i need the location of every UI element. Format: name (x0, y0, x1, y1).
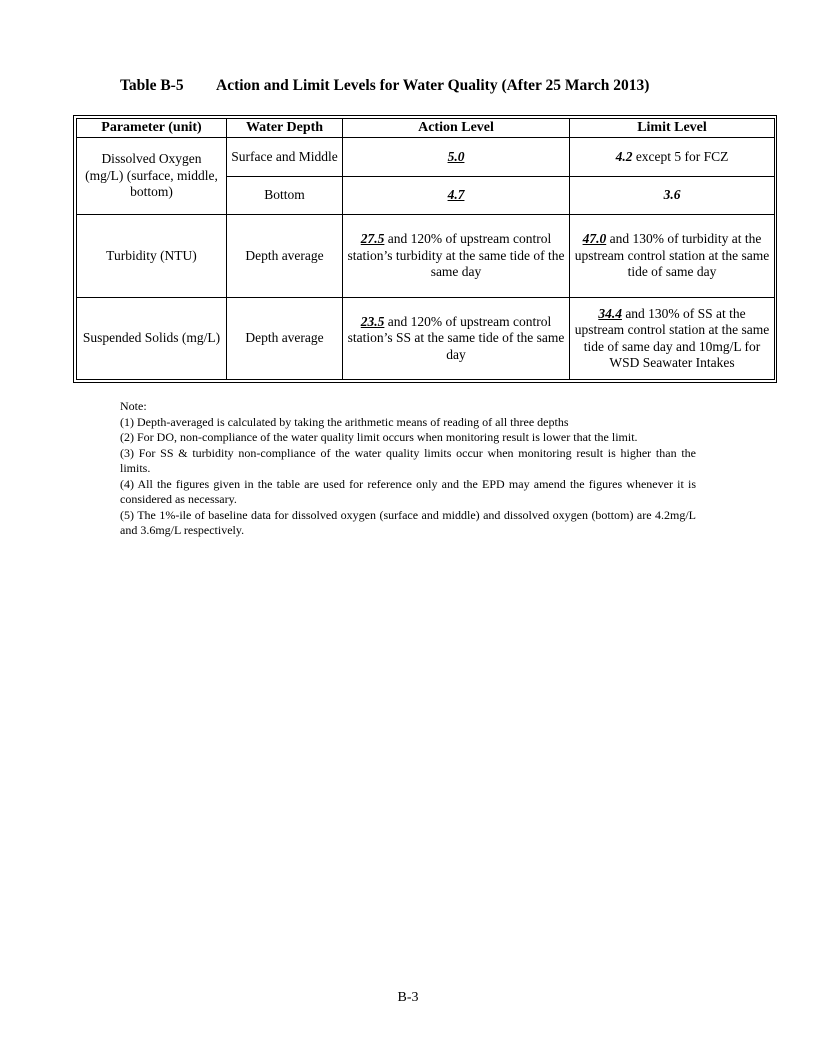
ss-limit-text: and 130% of SS at the upstream control station at the same tide of same day and 10mg/L for WSD Seawater Intakes (574, 305, 770, 370)
table-row-suspended-solids (77, 298, 775, 380)
ss-action-text: and 120% of upstream control station’s SS at the same tide of the same day (347, 313, 565, 362)
turbidity-limit-cell (570, 215, 775, 298)
table-row-turbidity (77, 215, 775, 298)
table-number: Table B-5 (120, 77, 184, 94)
note-item: (1) Depth-averaged is calculated by taking the arithmetic means of reading of all three depths (120, 414, 569, 429)
table-caption (120, 77, 649, 95)
do-bottom-limit-cell (570, 177, 775, 215)
note-item: (3) For SS & turbidity non-compliance of the water quality limits occur when monitoring result is higher than the limits. (120, 445, 696, 475)
do-surface-limit-cell (570, 138, 775, 177)
header-action-level: Action Level (343, 119, 570, 138)
turbidity-depth: Depth average (227, 215, 343, 298)
turbidity-action-value: 27.5 (360, 231, 385, 247)
header-limit-level: Limit Level (570, 119, 775, 138)
do-surface-action-cell (343, 138, 570, 177)
ss-parameter: Suspended Solids (mg/L) (77, 298, 227, 380)
turbidity-action-cell (343, 215, 570, 298)
turbidity-limit-value: 47.0 (582, 231, 607, 247)
table-title: Action and Limit Levels for Water Quality (After 25 March 2013) (216, 77, 650, 94)
do-bottom-action-cell (343, 177, 570, 215)
ss-limit-cell (570, 298, 775, 380)
page-number: B-3 (397, 990, 419, 1005)
header-water-depth: Water Depth (227, 119, 343, 138)
water-quality-table (73, 115, 777, 383)
do-surface-limit-value: 4.2 (615, 148, 633, 164)
ss-limit-value: 34.4 (598, 305, 622, 321)
do-bottom-depth: Bottom (227, 177, 343, 215)
notes-heading: Note: (120, 399, 147, 413)
header-row (77, 119, 775, 138)
notes-section (120, 399, 696, 539)
do-bottom-action: 4.7 (447, 187, 465, 203)
ss-action-cell (343, 298, 570, 380)
ss-action-value: 23.5 (360, 313, 385, 329)
turbidity-limit-text: and 130% of turbidity at the upstream control station at the same tide of same day (574, 231, 770, 280)
turbidity-action-text: and 120% of upstream control station’s turbidity at the same tide of the same day (347, 231, 565, 280)
do-surface-action: 5.0 (447, 148, 465, 164)
header-parameter: Parameter (unit) (77, 119, 227, 138)
do-parameter-cell (77, 138, 227, 215)
do-surface-depth: Surface and Middle (227, 138, 343, 177)
do-parameter: Dissolved Oxygen (mg/L) (surface, middle, bottom) (85, 151, 218, 200)
do-bottom-limit-value: 3.6 (663, 187, 681, 203)
do-surface-limit-text: except 5 for FCZ (632, 148, 729, 164)
note-item: (4) All the figures given in the table are used for reference only and the EPD may amend the figures whenever it is considered as necessary. (120, 476, 696, 506)
note-item: (5) The 1%-ile of baseline data for dissolved oxygen (surface and middle) and dissolved oxygen (bottom) are 4.2mg/L and 3.6mg/L respectively. (120, 507, 696, 537)
ss-depth: Depth average (227, 298, 343, 380)
table-row-do-surface (77, 138, 775, 177)
turbidity-parameter: Turbidity (NTU) (77, 215, 227, 298)
note-item: (2) For DO, non-compliance of the water quality limit occurs when monitoring result is lower that the limit. (120, 430, 638, 444)
